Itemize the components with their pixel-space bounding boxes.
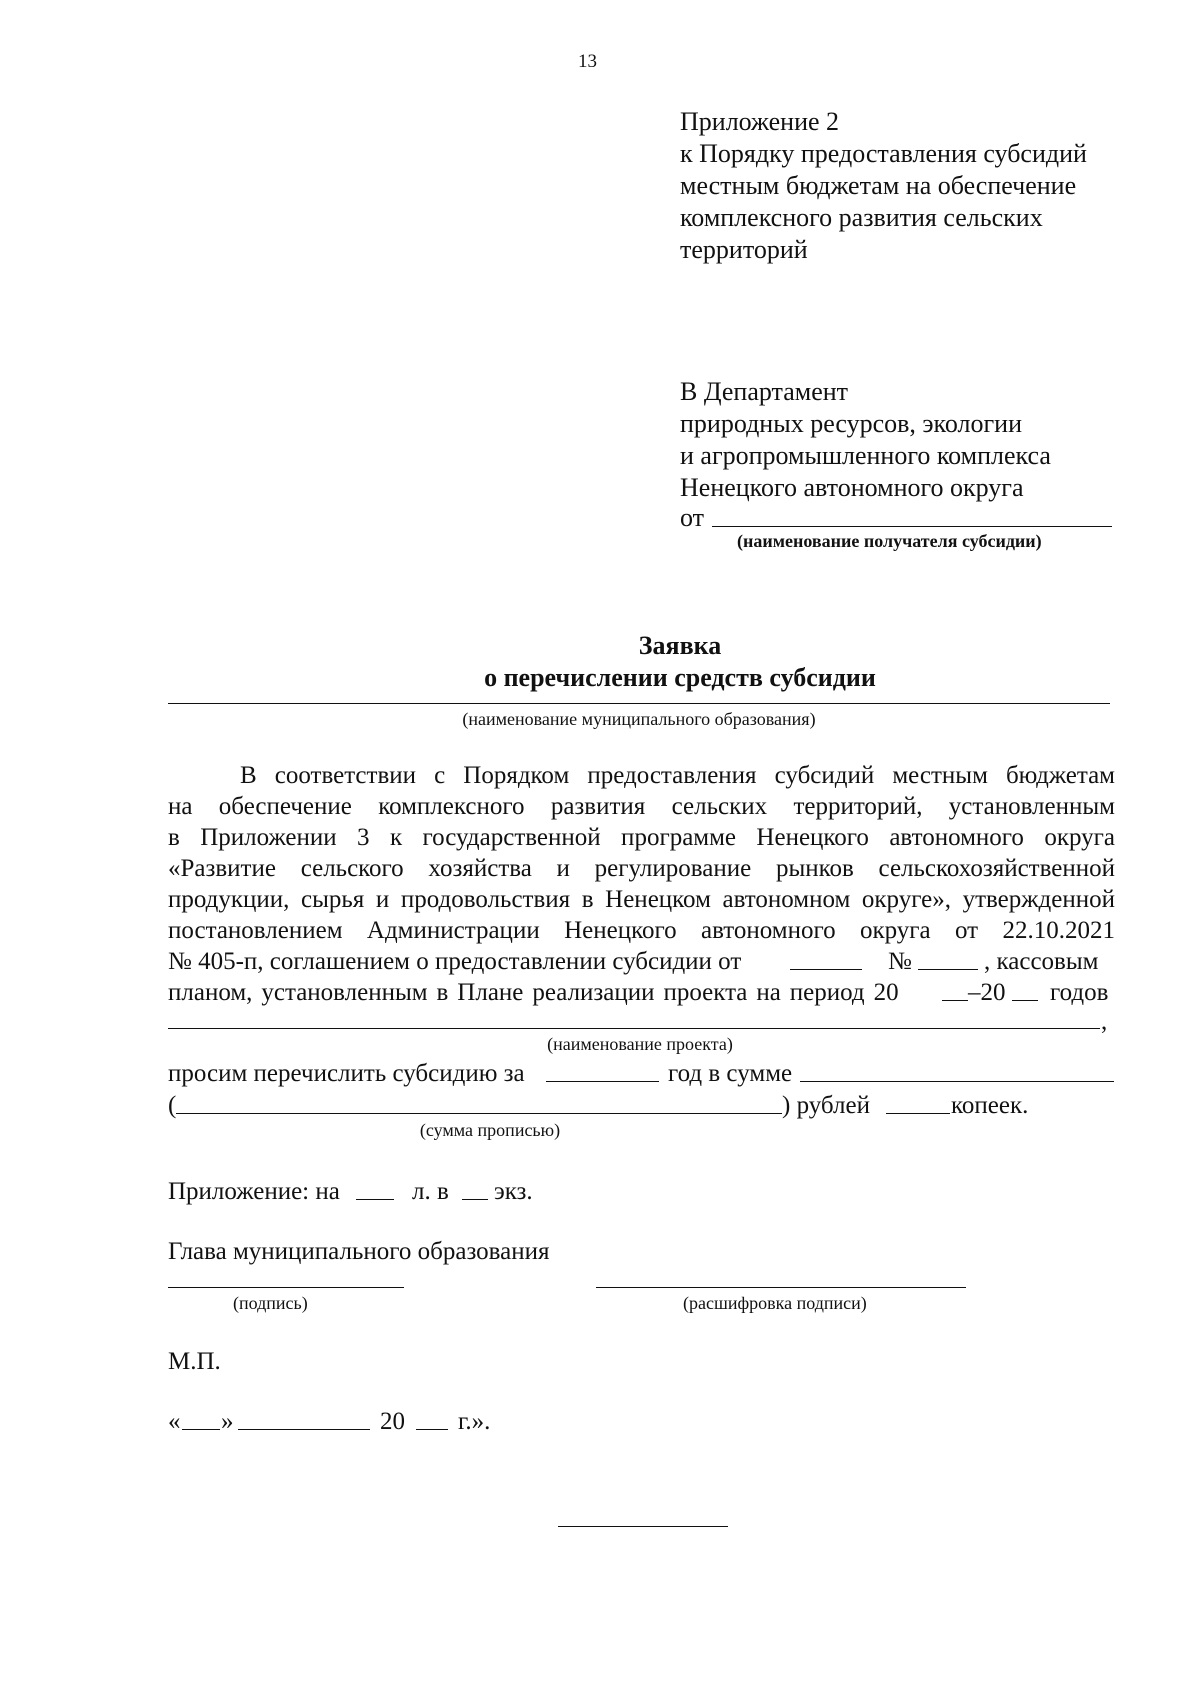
- request-text: просим перечислить субсидию за: [168, 1060, 525, 1087]
- body-line-8c: годов: [1050, 979, 1109, 1006]
- signature-blank: [168, 1287, 404, 1288]
- title-line-1: Заявка: [638, 631, 722, 660]
- decoding-caption: (расшифровка подписи): [683, 1293, 867, 1313]
- head-label: Глава муниципального образования: [168, 1238, 550, 1265]
- stamp-label: М.П.: [168, 1348, 221, 1375]
- period-end-blank: [1012, 1000, 1038, 1001]
- appendix-line: Приложение 2: [680, 107, 840, 136]
- body-line-6: постановлением Администрации Ненецкого автономного округа от 22.10.2021: [168, 917, 1115, 944]
- addressee-line: В Департамент: [680, 377, 849, 406]
- appendix-line: комплексного развития сельских: [680, 203, 1043, 232]
- date-month-blank: [238, 1429, 370, 1430]
- body-line-3: в Приложении 3 к государственной программе Ненецкого автономного округа: [168, 824, 1115, 851]
- project-name-blank: [168, 1028, 1100, 1029]
- request-sum-label: год в сумме: [668, 1060, 793, 1087]
- document-title: [280, 630, 1080, 694]
- from-label: от: [680, 503, 705, 532]
- attachment-copies-label: экз.: [494, 1178, 533, 1205]
- from-blank: [712, 526, 1112, 527]
- body-line-8b: –20: [968, 979, 1006, 1006]
- agreement-number-blank: [918, 969, 978, 970]
- body-line-2: на обеспечение комплексного развития сельских территорий, установленным: [168, 793, 1115, 820]
- body-line-4: «Развитие сельского хозяйства и регулирование рынков сельскохозяйственной: [168, 855, 1115, 882]
- period-start-blank: [942, 1000, 968, 1001]
- body-line-1: В соответствии с Порядком предоставления субсидий местным бюджетам: [240, 762, 1115, 789]
- request-year-blank: [546, 1081, 659, 1082]
- from-caption: (наименование получателя субсидии): [737, 531, 1042, 551]
- date-day-blank: [182, 1429, 220, 1430]
- closing-separator: [558, 1526, 728, 1527]
- project-line-comma: ,: [1101, 1008, 1108, 1035]
- body-line-7b: №: [888, 948, 912, 975]
- date-close-quote: »: [221, 1408, 234, 1435]
- project-caption: (наименование проекта): [547, 1034, 733, 1054]
- sum-words-blank: [176, 1113, 782, 1114]
- appendix-line: местным бюджетам на обеспечение: [680, 171, 1077, 200]
- body-line-8a: планом, установленным в Плане реализации проекта на период 20: [168, 979, 899, 1006]
- attachment-sheets-label: л. в: [412, 1178, 449, 1205]
- appendix-line: территорий: [680, 235, 808, 264]
- body-line-7c: , кассовым: [984, 948, 1099, 975]
- municipality-caption: (наименование муниципального образования): [462, 709, 816, 729]
- sum-kopecks-label: копеек.: [951, 1092, 1029, 1119]
- municipality-blank: [168, 703, 1110, 704]
- signature-decoding-blank: [596, 1287, 966, 1288]
- appendix-block: [680, 106, 1087, 266]
- body-line-5: продукции, сырья и продовольствия в Ненецком автономном округе», утвержденной: [168, 886, 1115, 913]
- body-line-7a: № 405-п, соглашением о предоставлении субсидии от: [168, 948, 742, 975]
- sum-caption: (сумма прописью): [419, 1120, 561, 1140]
- date-year-prefix: 20: [380, 1408, 405, 1435]
- attachment-label: Приложение: на: [168, 1178, 340, 1205]
- addressee-line: Ненецкого автономного округа: [680, 473, 1024, 502]
- sum-open-paren: (: [168, 1092, 177, 1119]
- agreement-date-blank: [790, 969, 862, 970]
- addressee-line: природных ресурсов, экологии: [680, 409, 1022, 438]
- date-year-suffix: г.».: [458, 1408, 491, 1435]
- appendix-line: к Порядку предоставления субсидий: [680, 139, 1087, 168]
- attachment-copies-blank: [462, 1199, 488, 1200]
- kopecks-blank: [886, 1113, 950, 1114]
- title-line-2: о перечислении средств субсидии: [484, 663, 876, 692]
- page-number: 13: [578, 51, 597, 72]
- sum-rubles-label: ) рублей: [782, 1092, 870, 1119]
- addressee-block: [680, 376, 1051, 504]
- date-year-blank: [416, 1429, 448, 1430]
- addressee-line: и агропромышленного комплекса: [680, 441, 1051, 470]
- signature-caption: (подпись): [233, 1293, 308, 1313]
- attachment-sheets-blank: [356, 1199, 394, 1200]
- request-sum-blank: [800, 1081, 1114, 1082]
- date-open-quote: «: [168, 1408, 181, 1435]
